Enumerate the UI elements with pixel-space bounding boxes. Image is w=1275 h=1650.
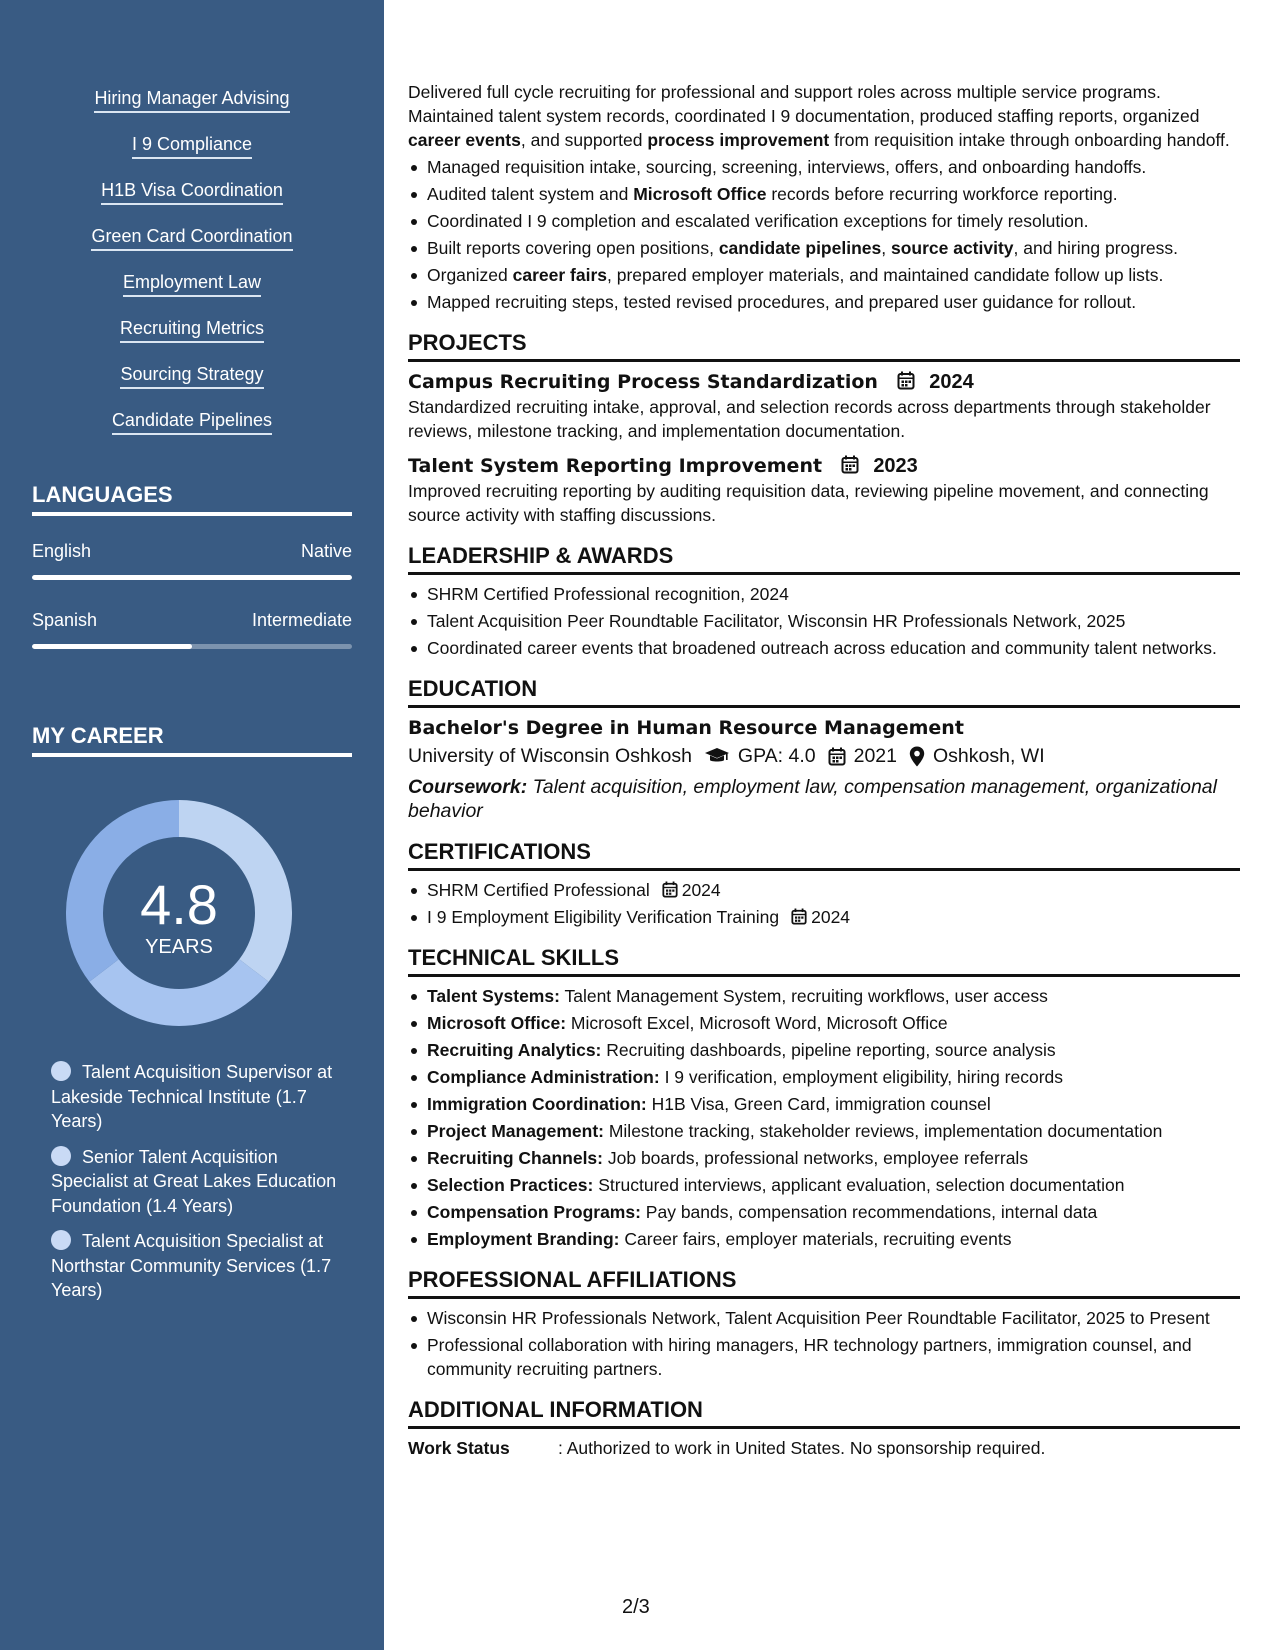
leadership-heading: LEADERSHIP & AWARDS: [408, 543, 1240, 575]
graduation-cap-icon: [704, 747, 730, 765]
career-item-text: Senior Talent Acquisition Specialist at Great Lakes Education Foundation (1.4 Years): [51, 1146, 337, 1216]
calendar-icon: [791, 908, 807, 925]
work-status-row: [408, 1436, 1240, 1460]
skill-tag: Candidate Pipelines: [112, 408, 272, 435]
language-proficiency-bar: [32, 644, 352, 649]
list-item: Coordinated career events that broadened outreach across education and community talent networks.: [408, 636, 1240, 660]
list-item: Project Management: Milestone tracking, stakeholder reviews, implementation documentation: [408, 1119, 1240, 1143]
list-item: Wisconsin HR Professionals Network, Talent Acquisition Peer Roundtable Facilitator, 2025 to Present: [408, 1306, 1240, 1330]
skills-list: [0, 86, 384, 454]
list-item: Compensation Programs: Pay bands, compensation recommendations, internal data: [408, 1200, 1240, 1224]
education-heading: EDUCATION: [408, 676, 1240, 708]
list-item: Talent Acquisition Peer Roundtable Facilitator, Wisconsin HR Professionals Network, 2025: [408, 609, 1240, 633]
career-total-years: 4.8: [140, 873, 218, 936]
coursework: Coursework: Talent acquisition, employment law, compensation management, organizational behavior: [408, 776, 1217, 822]
list-item: Mapped recruiting steps, tested revised procedures, and prepared user guidance for rollout.: [408, 290, 1240, 314]
list-item: Employment Branding: Career fairs, employer materials, recruiting events: [408, 1227, 1240, 1251]
project-title: Talent System Reporting Improvement 2023: [408, 455, 918, 477]
list-item: SHRM Certified Professional 2024: [408, 878, 1240, 902]
work-status-label: Work Status: [408, 1438, 510, 1458]
skill-tag: Employment Law: [123, 270, 261, 297]
summary-paragraph: Delivered full cycle recruiting for professional and support roles across multiple service programs. Maintained talent system records, coordinated I 9 documentation, produced staffing reports, organized career events, and supported process improvement from requisition intake through onboarding handoff.: [408, 82, 1230, 150]
technical-skills-heading: TECHNICAL SKILLS: [408, 945, 1240, 977]
certifications-heading: CERTIFICATIONS: [408, 839, 1240, 871]
leadership-list: [408, 582, 1240, 660]
calendar-icon: [662, 881, 678, 898]
affiliations-list: [408, 1306, 1240, 1381]
career-item: [51, 1060, 341, 1134]
career-legend-dot: [51, 1146, 71, 1166]
degree-title: Bachelor's Degree in Human Resource Management: [408, 717, 964, 739]
list-item: Talent Systems: Talent Management System, recruiting workflows, user access: [408, 984, 1240, 1008]
certifications-list: [408, 878, 1240, 929]
career-list: [51, 1060, 341, 1314]
page-number: 2/3: [622, 1596, 650, 1618]
technical-skills-list: [408, 984, 1240, 1251]
career-donut-segment-2: [89, 959, 268, 1026]
project-title: Campus Recruiting Process Standardization 2024: [408, 371, 974, 393]
list-item: Immigration Coordination: H1B Visa, Green Card, immigration counsel: [408, 1092, 1240, 1116]
list-item: Selection Practices: Structured interviews, applicant evaluation, selection documentation: [408, 1173, 1240, 1197]
list-item: Organized career fairs, prepared employer materials, and maintained candidate follow up lists.: [408, 263, 1240, 287]
skill-tag: I 9 Compliance: [132, 132, 252, 159]
projects-heading: PROJECTS: [408, 330, 1240, 362]
language-proficiency-fill: [32, 575, 352, 580]
language-level: Native: [300, 541, 352, 561]
skill-tag: Recruiting Metrics: [120, 316, 264, 343]
location-pin-icon: [909, 746, 925, 767]
calendar-icon: [828, 747, 846, 766]
main-content: [408, 80, 1240, 1460]
school-location: Oshkosh, WI: [933, 745, 1045, 767]
language-proficiency-fill: [32, 644, 192, 649]
list-item: SHRM Certified Professional recognition, 2024: [408, 582, 1240, 606]
calendar-icon: [841, 455, 859, 474]
language-proficiency-bar: [32, 575, 352, 580]
sidebar: [0, 0, 384, 1650]
career-years-label: YEARS: [145, 936, 213, 958]
skill-tag: Sourcing Strategy: [120, 362, 263, 389]
list-item: Recruiting Analytics: Recruiting dashboards, pipeline reporting, source analysis: [408, 1038, 1240, 1062]
list-item: Coordinated I 9 completion and escalated verification exceptions for timely resolution.: [408, 209, 1240, 233]
career-heading: MY CAREER: [32, 723, 352, 757]
language-level: Intermediate: [251, 610, 352, 630]
additional-info-heading: ADDITIONAL INFORMATION: [408, 1397, 1240, 1429]
career-item-text: Talent Acquisition Supervisor at Lakeside Technical Institute (1.7 Years): [51, 1062, 333, 1131]
work-status-value: : Authorized to work in United States. No sponsorship required.: [558, 1438, 1046, 1458]
languages-heading: LANGUAGES: [32, 482, 352, 516]
career-item: [51, 1145, 341, 1219]
project-description: Standardized recruiting intake, approval, and selection records across departments through stakeholder reviews, milestone tracking, and implementation documentation.: [408, 397, 1211, 441]
career-donut-chart: [66, 800, 292, 1026]
list-item: Audited talent system and Microsoft Office records before recurring workforce reporting.: [408, 182, 1240, 206]
list-item: Compliance Administration: I 9 verification, employment eligibility, hiring records: [408, 1065, 1240, 1089]
list-item: I 9 Employment Eligibility Verification Training 2024: [408, 905, 1240, 929]
language-name: Spanish: [32, 610, 98, 630]
language-row-spanish: [32, 609, 352, 649]
career-legend-dot: [51, 1061, 71, 1081]
skill-tag: Hiring Manager Advising: [94, 86, 289, 113]
skill-tag: Green Card Coordination: [91, 224, 292, 251]
list-item: Professional collaboration with hiring managers, HR technology partners, immigration counsel, and community recruiting partners.: [408, 1333, 1240, 1381]
career-item-text: Talent Acquisition Specialist at Northstar Community Services (1.7 Years): [51, 1231, 332, 1300]
list-item: Recruiting Channels: Job boards, professional networks, employee referrals: [408, 1146, 1240, 1170]
project-description: Improved recruiting reporting by auditing requisition data, reviewing pipeline movement, and connecting source activity with staffing discussions.: [408, 481, 1209, 525]
education-details: [408, 741, 1240, 771]
career-item: [51, 1229, 341, 1303]
skill-tag: H1B Visa Coordination: [101, 178, 283, 205]
graduation-year: 2021: [853, 745, 897, 767]
calendar-icon: [897, 371, 915, 390]
language-row-english: [32, 540, 352, 580]
language-name: English: [32, 541, 92, 561]
career-legend-dot: [51, 1230, 71, 1250]
list-item: Built reports covering open positions, candidate pipelines, source activity, and hiring progress.: [408, 236, 1240, 260]
experience-bullets: [408, 155, 1240, 314]
list-item: Microsoft Office: Microsoft Excel, Microsoft Word, Microsoft Office: [408, 1011, 1240, 1035]
list-item: Managed requisition intake, sourcing, screening, interviews, offers, and onboarding handoffs.: [408, 155, 1240, 179]
school-name: University of Wisconsin Oshkosh: [408, 745, 692, 767]
affiliations-heading: PROFESSIONAL AFFILIATIONS: [408, 1267, 1240, 1299]
gpa: GPA: 4.0: [737, 745, 816, 767]
